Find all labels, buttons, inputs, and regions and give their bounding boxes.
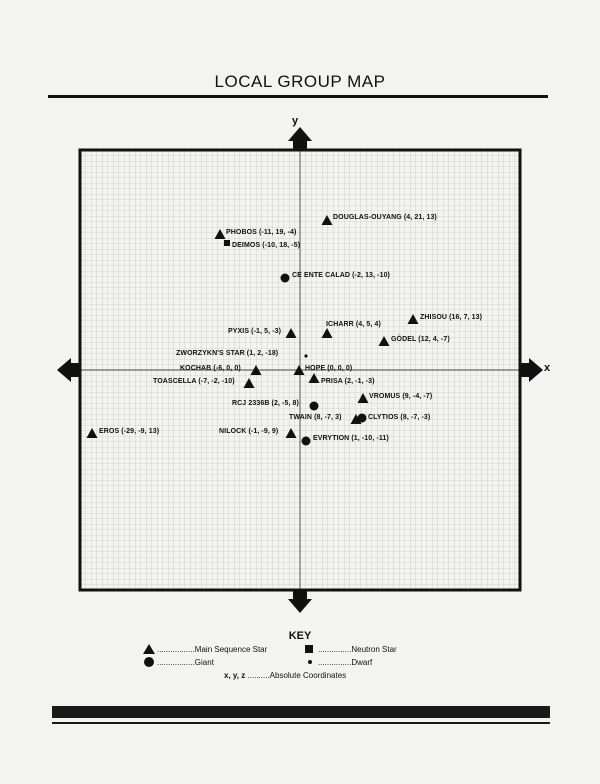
object-label: DEIMOS (-10, 18, -5) <box>232 242 301 249</box>
key-circle-icon <box>143 656 155 668</box>
object-label: TOASCELLA (-7, -2, -10) <box>153 378 235 385</box>
object-label: HOPE (0, 0, 0) <box>305 365 353 372</box>
object-label: PRISA (2, -1, -3) <box>321 378 375 385</box>
object-label: ICHARR (4, 5, 4) <box>326 321 381 328</box>
object-label: PYXIS (-1, 5, -3) <box>228 328 282 335</box>
object-label: CE ENTE CALAD (-2, 13, -10) <box>292 272 390 279</box>
giant-star-marker <box>302 437 311 446</box>
object-label: TWAIN (8, -7, 3) <box>289 414 342 421</box>
key-title: KEY <box>288 630 312 642</box>
map-title: LOCAL GROUP MAP <box>214 72 386 91</box>
y-axis-up-arrow <box>288 127 312 149</box>
y-axis-label: y <box>292 115 299 127</box>
key-main-sequence: .................Main Sequence Star <box>157 645 268 654</box>
object-label: ZHISOU (16, 7, 13) <box>420 314 483 321</box>
object-label: GÖDEL (12, 4, -7) <box>391 336 450 343</box>
key-coordinates-symbol: x, y, z <box>224 671 246 680</box>
key-giant: .................Giant <box>157 658 214 667</box>
key-neutron-star: ...............Neutron Star <box>318 645 397 654</box>
key-neutron-star-label: Neutron Star <box>351 645 397 654</box>
object-label: PHOBOS (-11, 19, -4) <box>226 229 297 236</box>
key-dwarf-label: Dwarf <box>351 658 373 667</box>
footer-bar <box>52 706 550 718</box>
key-triangle-icon <box>143 644 155 655</box>
key-coordinates-label: Absolute Coordinates <box>269 671 347 680</box>
x-axis-right-arrow <box>521 358 543 382</box>
object-label: EROS (-29, -9, 13) <box>99 428 160 435</box>
object-label: ZWORZYKN'S STAR (1, 2, -18) <box>176 350 279 357</box>
key-dwarf: ...............Dwarf <box>318 658 373 667</box>
giant-star-marker <box>281 274 290 283</box>
object-label: NILOCK (-1, -9, 9) <box>219 428 279 435</box>
object-label: EVRYTION (1, -10, -11) <box>313 435 389 442</box>
key-giant-label: Giant <box>194 658 214 667</box>
key-dot-icon <box>306 658 314 666</box>
dwarf-star-marker <box>304 354 307 357</box>
key-coordinates: x, y, z ..........Absolute Coordinates <box>224 671 347 680</box>
neutron-star-marker <box>224 240 230 246</box>
x-axis-left-arrow <box>57 358 79 382</box>
y-axis-down-arrow <box>288 591 312 613</box>
object-label: KOCHAB (-6, 0, 0) <box>180 365 241 372</box>
object-label: DOUGLAS-OUYANG (4, 21, 13) <box>333 214 437 221</box>
footer-rule <box>52 722 550 724</box>
key-square-icon <box>305 645 314 654</box>
object-label: RCJ 2336B (2, -5, 8) <box>232 400 299 407</box>
giant-star-marker <box>358 414 367 423</box>
giant-star-marker <box>310 402 319 411</box>
object-label: VROMUS (9, -4, -7) <box>369 393 433 400</box>
object-label: CLYTIOS (8, -7, -3) <box>368 414 431 421</box>
key-main-sequence-label: Main Sequence Star <box>194 645 268 654</box>
x-axis-label: x <box>544 362 551 374</box>
